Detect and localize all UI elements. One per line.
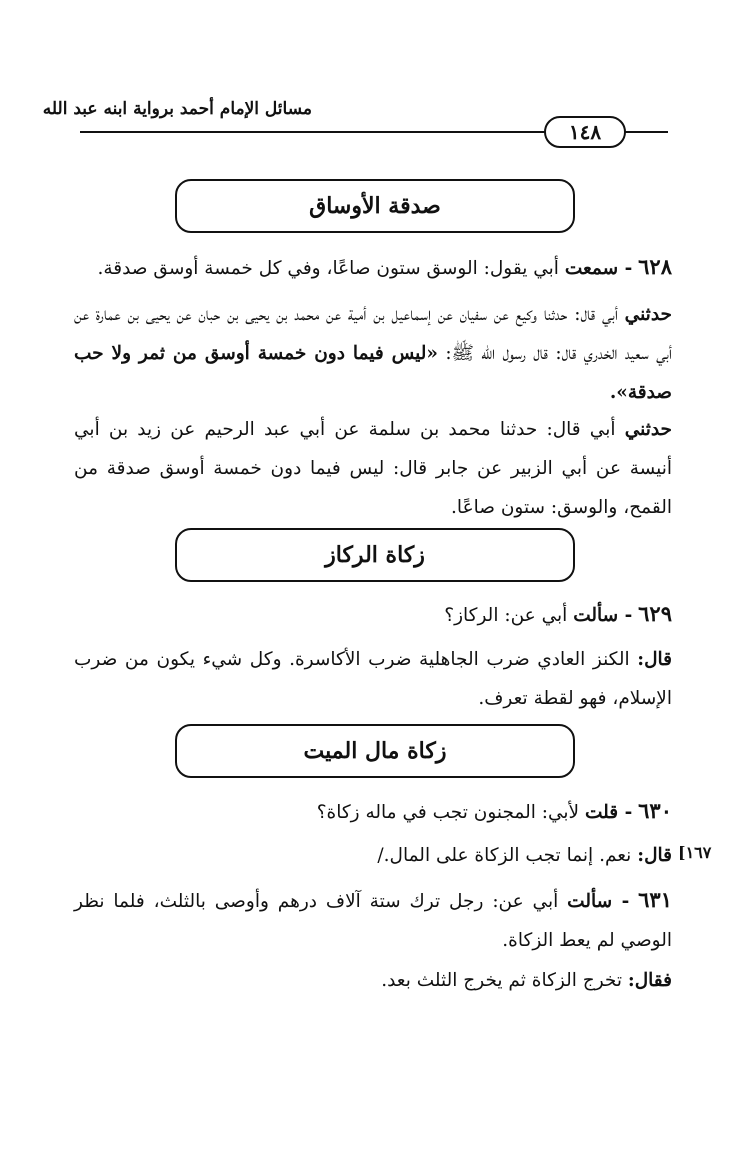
paragraph-text: أبي عن: رجل ترك ستة آلاف درهم وأوصى بالثلث، فلما نظر الوصي لم يعط الزكاة. bbox=[74, 891, 672, 951]
issue-number: ٦٢٨ bbox=[638, 254, 672, 279]
paragraph-text: تخرج الزكاة ثم يخرج الثلث بعد. bbox=[381, 970, 622, 991]
page-number: ١٤٨ bbox=[544, 116, 626, 148]
issue-number: ٦٢٩ bbox=[638, 601, 672, 626]
lead-word: - سمعت bbox=[564, 258, 633, 279]
paragraph bbox=[74, 247, 672, 288]
paragraph-text: أبي قال: حدثنا وكيع عن سفيان عن إسماعيل بن أمية عن محمد بن يحيى بن حبان عن يحيى بن عمارة عن أبي سعيد الخدري قال: قال رسول الله ﷺ: bbox=[74, 304, 672, 364]
paragraph bbox=[74, 410, 672, 527]
section-title: زكاة الركاز bbox=[175, 528, 575, 582]
paragraph-text: أبي يقول: الوسق ستون صاعًا، وفي كل خمسة أوسق صدقة. bbox=[97, 258, 559, 279]
paragraph-text: لأبي: المجنون تجب في ماله زكاة؟ bbox=[316, 802, 580, 823]
issue-number: ٦٣١ bbox=[638, 887, 672, 912]
paragraph-text: أبي عن: الركاز؟ bbox=[444, 605, 568, 626]
paragraph bbox=[74, 295, 672, 412]
paragraph bbox=[74, 836, 672, 875]
margin-page-ref: ١٦٧] bbox=[678, 843, 712, 862]
section-title: زكاة مال الميت bbox=[175, 724, 575, 778]
paragraph bbox=[74, 594, 672, 635]
paragraph-text: نعم. إنما تجب الزكاة على المال./ bbox=[377, 845, 632, 866]
paragraph bbox=[74, 640, 672, 718]
paragraph bbox=[74, 791, 672, 832]
paragraph-text: الكنز العادي ضرب الجاهلية ضرب الأكاسرة. وكل شيء يكون من ضرب الإسلام، فهو لقطة تعرف. bbox=[74, 649, 672, 709]
hadith-text: «ليس فيما دون خمسة أوسق من ثمر ولا حب صدقة». bbox=[74, 343, 672, 403]
section-title: صدقة الأوساق bbox=[175, 179, 575, 233]
lead-word: حدثني bbox=[624, 304, 672, 325]
paragraph bbox=[74, 961, 672, 1000]
paragraph bbox=[74, 880, 672, 960]
lead-word: قال: bbox=[637, 649, 672, 670]
lead-word: قال: bbox=[637, 845, 672, 866]
book-title: مسائل الإمام أحمد برواية ابنه عبد الله bbox=[42, 99, 312, 119]
lead-word: - قلت bbox=[585, 802, 633, 823]
lead-word: حدثني bbox=[624, 419, 672, 440]
paragraph-text: أبي قال: حدثنا محمد بن سلمة عن أبي عبد الرحيم عن زيد بن أبي أنيسة عن أبي الزبير عن جابر قال: ليس فيما دون خمسة أوسق صدقة من القمح، والوسق: ستون صاعًا. bbox=[74, 419, 672, 518]
lead-word: فقال: bbox=[627, 970, 672, 991]
issue-number: ٦٣٠ bbox=[638, 798, 672, 823]
lead-word: - سألت bbox=[573, 605, 633, 626]
lead-word: - سألت bbox=[567, 891, 630, 912]
